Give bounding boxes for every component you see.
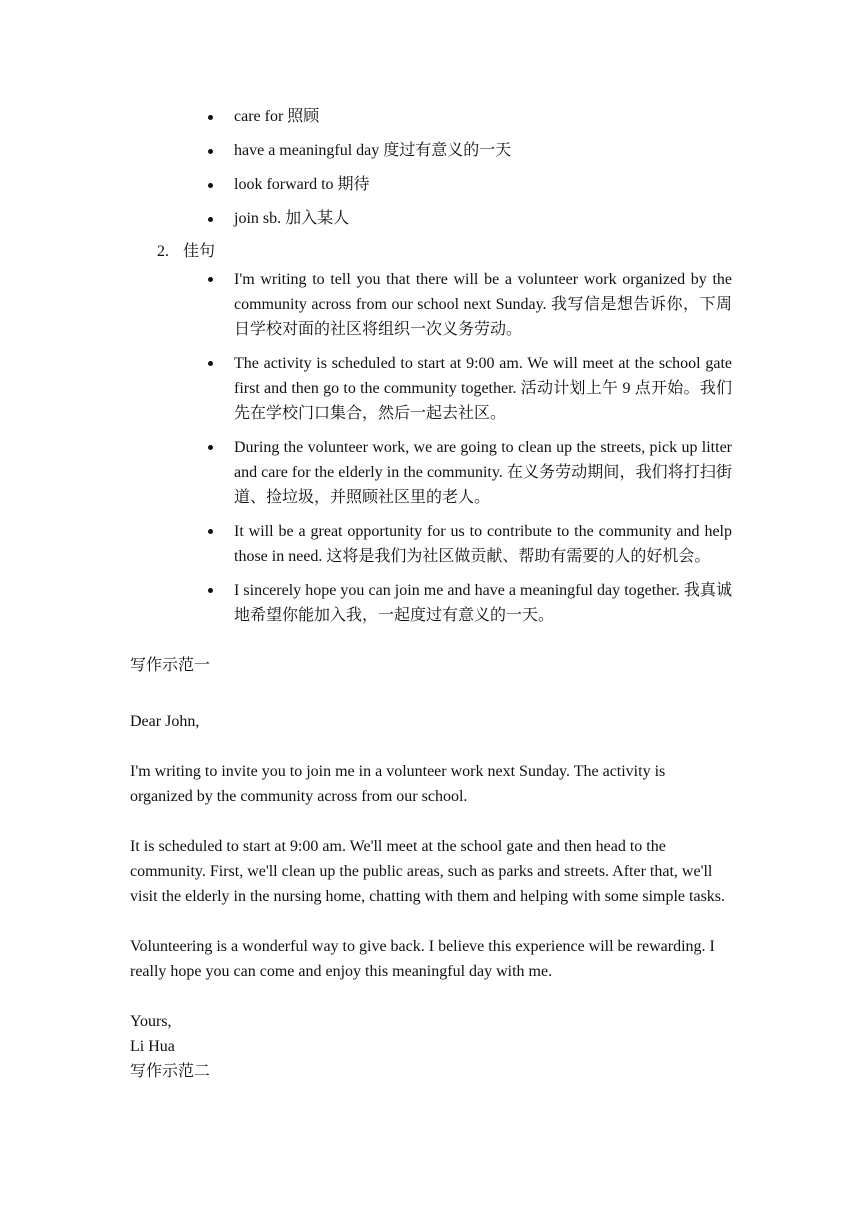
phrase-item [208,208,748,242]
letter-paragraph: It is scheduled to start at 9:00 am. We'll meet at the school gate and then head to the community. First, we'll clean up the public areas, such as parks and streets. After that, we'll visit the elderly in the nursing home, chatting with them and helping with some simple tasks. [130,838,726,905]
sentence-text: It will be a great opportunity for us to contribute to the community and help those in need. 这将是我们为社区做贡献、帮助有需要的人的好机会。 [234,523,732,565]
bullet-icon [208,529,213,534]
bullet-icon [208,115,213,120]
sentence-item [208,578,732,628]
phrase-text: look forward to 期待 [234,176,370,193]
section-heading [157,241,215,263]
bullet-icon [208,183,213,188]
sentence-list [208,267,732,637]
phrase-item [208,140,748,174]
section-title: 佳句 [183,243,216,260]
sentence-item [208,435,732,510]
bullet-icon [208,217,213,222]
sample-letter [130,709,730,1084]
phrase-text: join sb. 加入某人 [234,210,350,227]
sentence-text: During the volunteer work, we are going to clean up the streets, pick up litter and care for the elderly in the community. 在义务劳动期间，我们将打扫街道、捡垃圾，并照顾社区里的老人。 [234,439,732,506]
sentence-text: The activity is scheduled to start at 9:00 am. We will meet at the school gate first and then go to the community together. 活动计划上午 9 点开始。我们先在学校门口集合，然后一起去社区。 [234,355,732,422]
bullet-icon [208,277,213,282]
letter-greeting: Dear John, [130,713,200,730]
phrase-item [208,106,748,140]
sentence-item [208,351,732,426]
bullet-icon [208,588,213,593]
letter-signature: Li Hua [130,1038,175,1055]
bullet-icon [208,361,213,366]
phrase-item [208,174,748,208]
sentence-item [208,519,732,569]
phrase-list [208,106,748,242]
letter-paragraph: Volunteering is a wonderful way to give back. I believe this experience will be rewarding. I really hope you can come and enjoy this meaningful day with me. [130,938,715,980]
letter-paragraph: I'm writing to invite you to join me in a volunteer work next Sunday. The activity is organized by the community across from our school. [130,763,666,805]
sentence-item [208,267,732,342]
phrase-text: care for 照顾 [234,108,320,125]
sample-one-title: 写作示范一 [130,657,211,674]
section-number: 2. [157,243,169,260]
bullet-icon [208,149,213,154]
phrase-text: have a meaningful day 度过有意义的一天 [234,142,512,159]
sentence-text: I'm writing to tell you that there will be a volunteer work organized by the community across from our school next Sunday. 我写信是想告诉你，下周日学校对面的社区将组织一次义务劳动。 [234,271,732,338]
bullet-icon [208,445,213,450]
sentence-text: I sincerely hope you can join me and have a meaningful day together. 我真诚地希望你能加入我，一起度过有意义的一天。 [234,582,732,624]
letter-closing: Yours, [130,1013,172,1030]
sample-two-title: 写作示范二 [130,1063,211,1080]
